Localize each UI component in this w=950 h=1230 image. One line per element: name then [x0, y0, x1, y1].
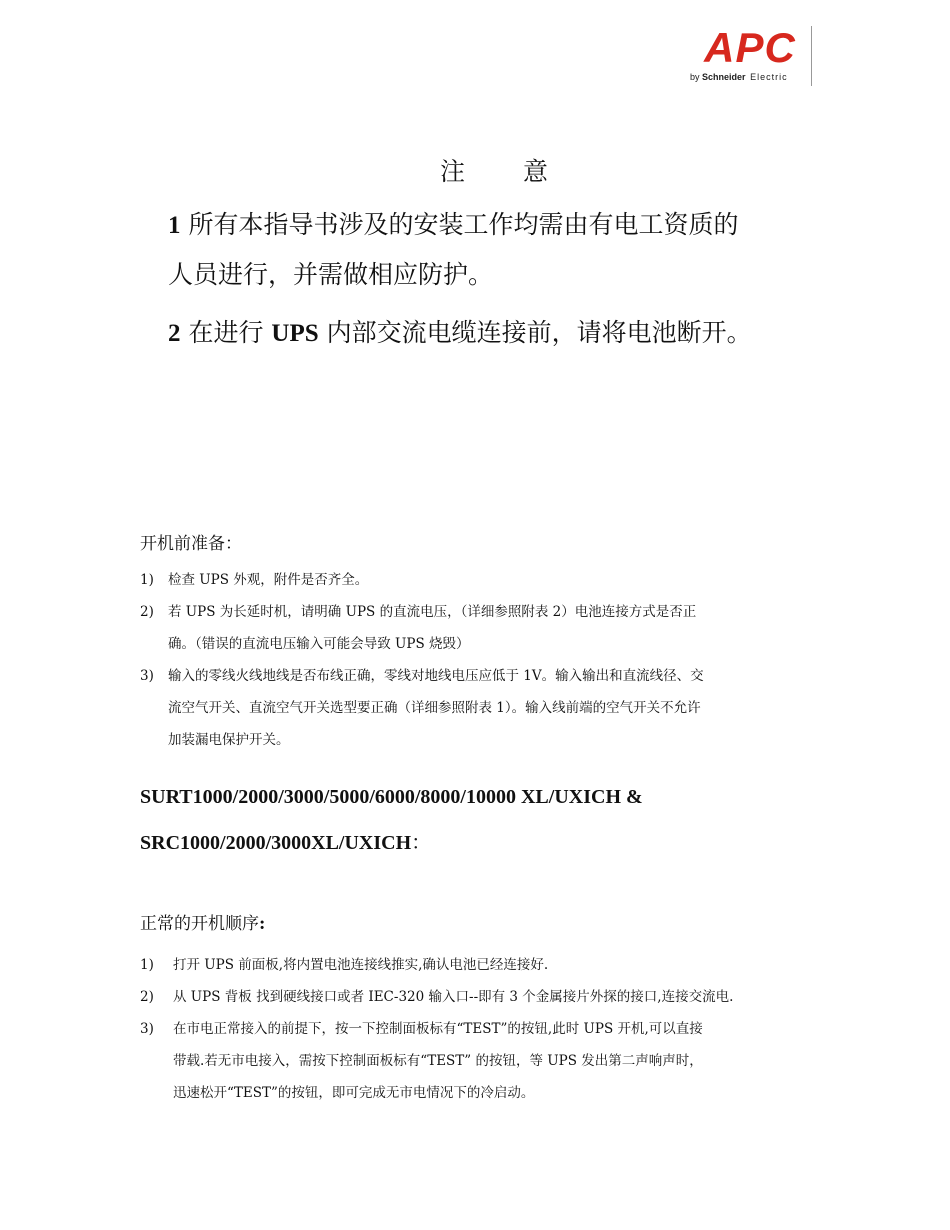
notice-title: 注意 [440, 157, 607, 186]
list-item-num: 2) [140, 604, 154, 620]
list-item-line: 若 UPS 为长延时机，请明确 UPS 的直流电压，（详细参照附表 2）电池连接方式是否正 [168, 604, 697, 620]
model-line-2 [140, 826, 431, 855]
list-item-num: 3) [140, 1021, 154, 1037]
logo-divider [811, 26, 812, 86]
notice-item-1 [168, 212, 738, 238]
list-item-line: 迅速松开“TEST”的按钮，即可完成无市电情况下的冷启动。 [173, 1085, 535, 1101]
notice-item-1-num: 1 [168, 212, 181, 239]
list-item-num: 1) [140, 957, 154, 973]
logo-subtitle [690, 72, 812, 82]
apc-logo-mark [690, 26, 812, 70]
list-item-line: 输入的零线火线地线是否布线正确，零线对地线电压应低于 1V。输入输出和直流线径、交 [168, 668, 704, 684]
list-item-line: 流空气开关、直流空气开关选型要正确（详细参照附表 1）。输入线前端的空气开关不允许 [168, 700, 701, 716]
logo-by: by [690, 72, 700, 82]
list-item-line: 带载.若无市电接入，需按下控制面板标有“TEST” 的按钮，等 UPS 发出第二声响声时， [173, 1053, 703, 1069]
list-item-line: 从 UPS 背板 找到硬线接口或者 IEC-320 输入口--即有 3 个金属接片外探的接口,连接交流电. [173, 989, 734, 1005]
logo-company: Schneider [702, 72, 746, 82]
normal-heading-text: 正常的开机顺序 [140, 914, 259, 934]
list-item-num: 3) [140, 668, 154, 684]
notice-item-1-cont: 人员进行，并需做相应防护。 [168, 260, 494, 289]
list-item-line: 在市电正常接入的前提下，按一下控制面板标有“TEST”的按钮,此时 UPS 开机,可以直接 [173, 1021, 703, 1037]
notice-item-2-post: 内部交流电缆连接前，请将电池断开。 [326, 318, 752, 347]
logo-brand-text: APC [704, 26, 796, 70]
list-item-line: 确。（错误的直流电压输入可能会导致 UPS 烧毁） [168, 636, 470, 652]
list-item-line: 加装漏电保护开关。 [168, 732, 290, 748]
notice-item-2-num: 2 [168, 320, 181, 347]
notice-item-2-pre: 在进行 [188, 318, 264, 347]
model-line-1: SURT1000/2000/3000/5000/6000/8000/10000 XL/UXICH & [140, 786, 643, 808]
normal-heading-colon: : [259, 914, 266, 934]
list-item-num: 2) [140, 989, 154, 1005]
notice-item-2 [168, 320, 752, 346]
model-line-2-colon: ： [411, 830, 432, 854]
model-line-2-text: SRC1000/2000/3000XL/UXICH [140, 832, 412, 854]
list-item-line: 检查 UPS 外观，附件是否齐全。 [168, 572, 369, 588]
list-item-num: 1) [140, 572, 154, 588]
apc-logo [690, 26, 812, 86]
normal-heading [140, 909, 265, 934]
list-item-line: 打开 UPS 前面板,将内置电池连接线推实,确认电池已经连接好. [173, 957, 549, 973]
notice-item-2-bold: UPS [271, 320, 319, 347]
notice-item-1-line1: 所有本指导书涉及的安装工作均需由有电工资质的 [188, 210, 739, 239]
logo-company2: Electric [750, 72, 788, 82]
prep-heading: 开机前准备： [140, 534, 242, 554]
